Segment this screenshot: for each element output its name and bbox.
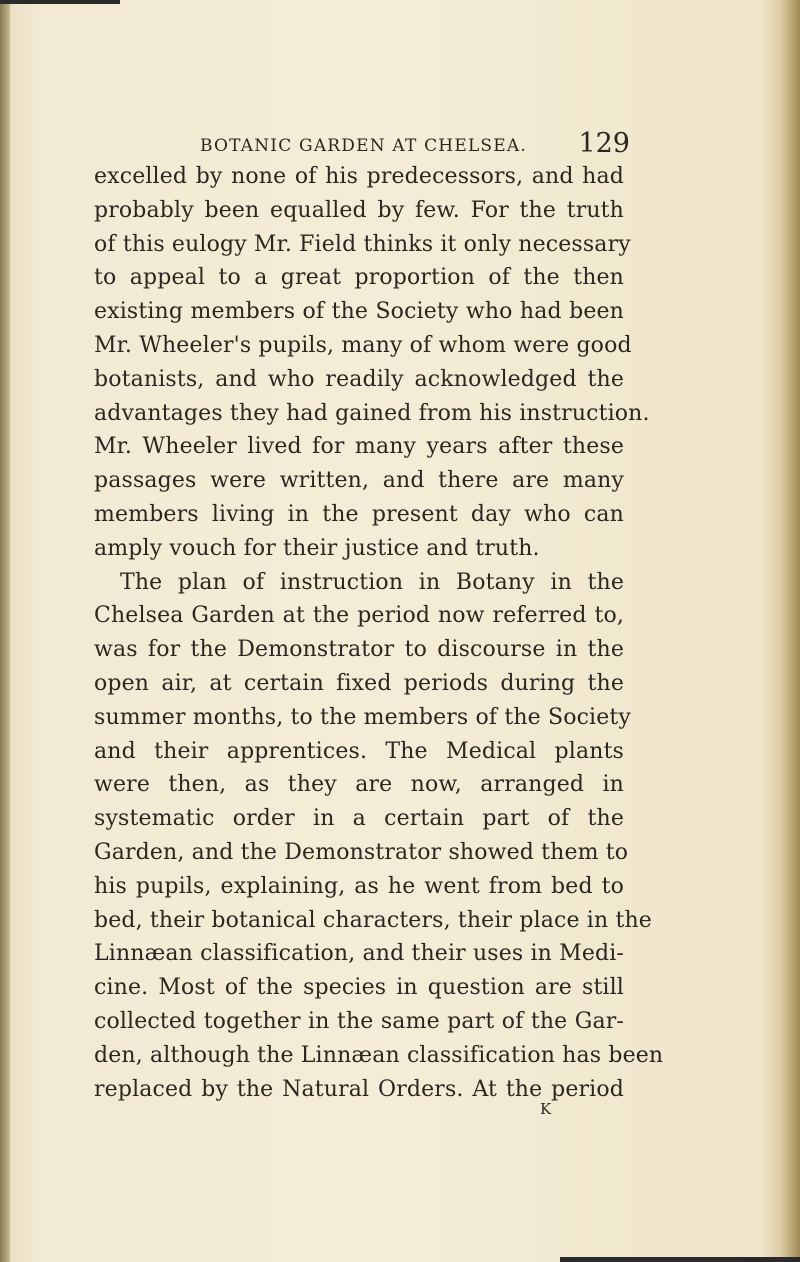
scan-edge-bottom bbox=[560, 1257, 800, 1262]
text-line: his pupils, explaining, as he went from bed to bbox=[94, 873, 624, 899]
text-line: existing members of the Society who had been bbox=[94, 299, 624, 325]
page-number: 129 bbox=[578, 128, 630, 159]
text-line: replaced by the Natural Orders. At the period bbox=[94, 1076, 624, 1102]
text-line: amply vouch for their justice and truth. bbox=[94, 535, 540, 561]
text-line: members living in the present day who can bbox=[94, 501, 624, 527]
text-line: den, although the Linnæan classification has been bbox=[94, 1042, 664, 1068]
text-line: systematic order in a certain part of the bbox=[94, 806, 624, 832]
book-edge-right bbox=[782, 0, 800, 1262]
text-line: The plan of instruction in Botany in the bbox=[120, 569, 624, 595]
text-line: Linnæan classification, and their uses in Medi- bbox=[94, 941, 624, 967]
text-line: probably been equalled by few. For the truth bbox=[94, 197, 624, 223]
text-line: botanists, and who readily acknowledged the bbox=[94, 366, 624, 392]
text-line: passages were written, and there are many bbox=[94, 468, 624, 494]
text-line: Mr. Wheeler's pupils, many of whom were good bbox=[94, 332, 632, 358]
text-line: Mr. Wheeler lived for many years after these bbox=[94, 434, 624, 460]
text-line: cine. Most of the species in question are still bbox=[94, 975, 624, 1001]
text-line: advantages they had gained from his instruction. bbox=[94, 400, 650, 426]
running-head: BOTANIC GARDEN AT CHELSEA. bbox=[200, 136, 527, 156]
book-gutter-left bbox=[0, 0, 10, 1262]
scan-edge-top bbox=[0, 0, 120, 4]
text-line: to appeal to a great proportion of the then bbox=[94, 265, 624, 291]
text-line: and their apprentices. The Medical plants bbox=[94, 738, 624, 764]
text-line: was for the Demonstrator to discourse in the bbox=[94, 637, 624, 663]
text-line: summer months, to the members of the Society bbox=[94, 704, 631, 730]
signature-mark: K bbox=[540, 1100, 552, 1118]
text-line: were then, as they are now, arranged in bbox=[94, 772, 624, 798]
text-line: Chelsea Garden at the period now referred to, bbox=[94, 603, 624, 629]
text-line: Garden, and the Demonstrator showed them to bbox=[94, 839, 629, 865]
text-line: collected together in the same part of the Gar- bbox=[94, 1008, 624, 1034]
text-line: open air, at certain fixed periods during the bbox=[94, 670, 624, 696]
body-text bbox=[94, 160, 664, 1106]
text-line: bed, their botanical characters, their place in the bbox=[94, 907, 652, 933]
text-line: of this eulogy Mr. Field thinks it only necessary bbox=[94, 231, 631, 257]
text-line: excelled by none of his predecessors, and had bbox=[94, 164, 624, 189]
